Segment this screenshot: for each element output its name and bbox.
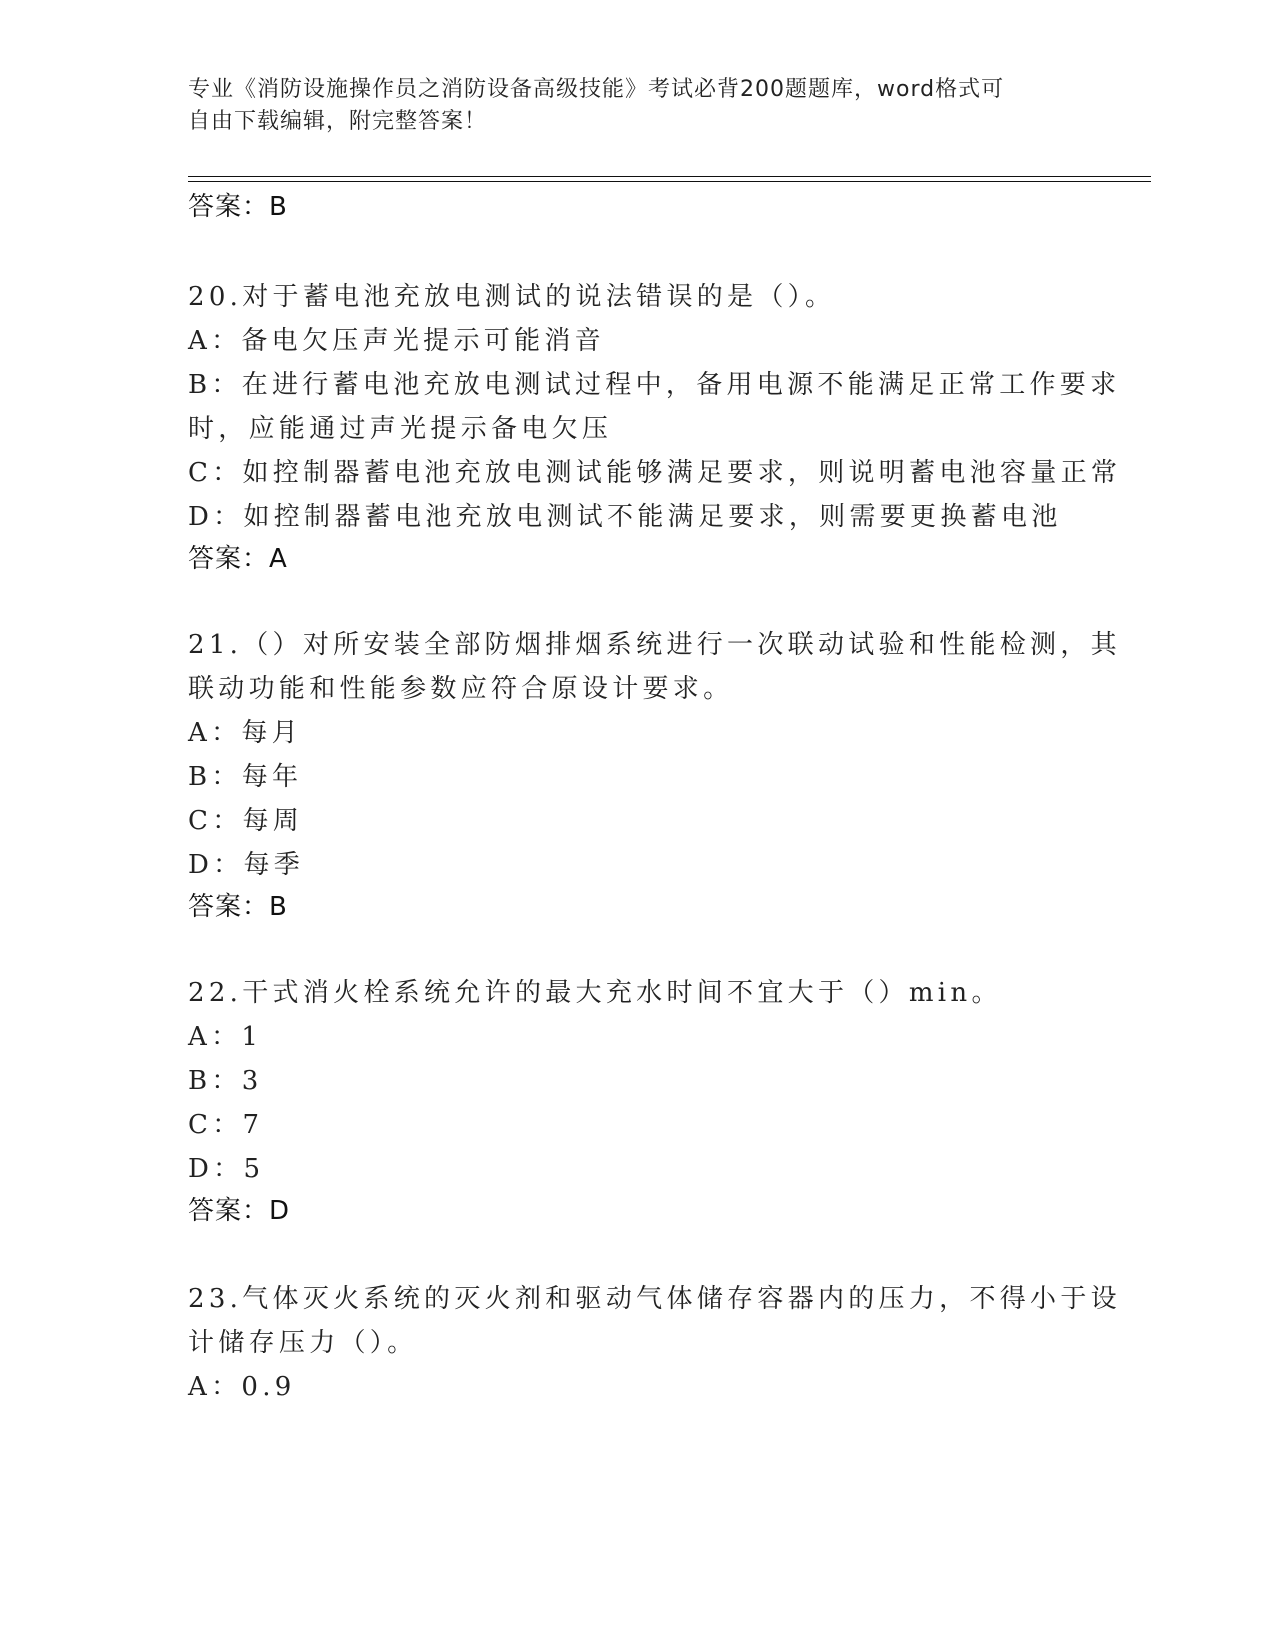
question-20-option-b-line-1: B：在进行蓄电池充放电测试过程中，备用电源不能满足正常工作要求 <box>188 370 1121 400</box>
question-23-stem-line-2: 计储存压力（）。 <box>188 1328 418 1358</box>
question-22-stem-line-1: 22.干式消火栓系统允许的最大充水时间不宜大于（）min。 <box>188 978 1002 1008</box>
header-divider-bottom <box>188 181 1151 182</box>
header-line-2: 自由下载编辑，附完整答案！ <box>188 109 488 134</box>
question-22-option-a: A：1 <box>188 1022 263 1052</box>
question-22-option-b: B：3 <box>188 1066 263 1096</box>
question-21-option-a: A：每月 <box>188 718 302 748</box>
question-23-option-a: A：0.9 <box>188 1372 296 1402</box>
question-20-option-d: D：如控制器蓄电池充放电测试不能满足要求，则需要更换蓄电池 <box>188 502 1062 532</box>
question-23-stem-line-1: 23.气体灭火系统的灭火剂和驱动气体储存容器内的压力，不得小于设 <box>188 1284 1121 1314</box>
header-line-1: 专业《消防设施操作员之消防设备高级技能》考试必背200题题库，word格式可 <box>188 77 1005 102</box>
question-22-option-d: D：5 <box>188 1154 265 1184</box>
question-21-stem-line-2: 联动功能和性能参数应符合原设计要求。 <box>188 674 734 704</box>
question-20-option-b-line-2: 时，应能通过声光提示备电欠压 <box>188 414 613 444</box>
previous-answer: 答案：B <box>188 192 288 222</box>
question-20-stem-line-1: 20.对于蓄电池充放电测试的说法错误的是（）。 <box>188 282 836 312</box>
question-21-option-b: B：每年 <box>188 762 303 792</box>
question-22-answer: 答案：D <box>188 1196 291 1226</box>
question-20-answer: 答案：A <box>188 544 288 574</box>
header-divider-top <box>188 176 1151 177</box>
question-20-option-a: A：备电欠压声光提示可能消音 <box>188 326 605 356</box>
question-20-option-c: C：如控制器蓄电池充放电测试能够满足要求，则说明蓄电池容量正常 <box>188 458 1122 488</box>
question-22-option-c: C：7 <box>188 1110 264 1140</box>
question-21-option-d: D：每季 <box>188 850 305 880</box>
question-21-answer: 答案：B <box>188 892 288 922</box>
question-21-option-c: C：每周 <box>188 806 304 836</box>
document-header <box>188 74 1068 138</box>
question-21-stem-line-1: 21.（）对所安装全部防烟排烟系统进行一次联动试验和性能检测，其 <box>188 630 1121 660</box>
